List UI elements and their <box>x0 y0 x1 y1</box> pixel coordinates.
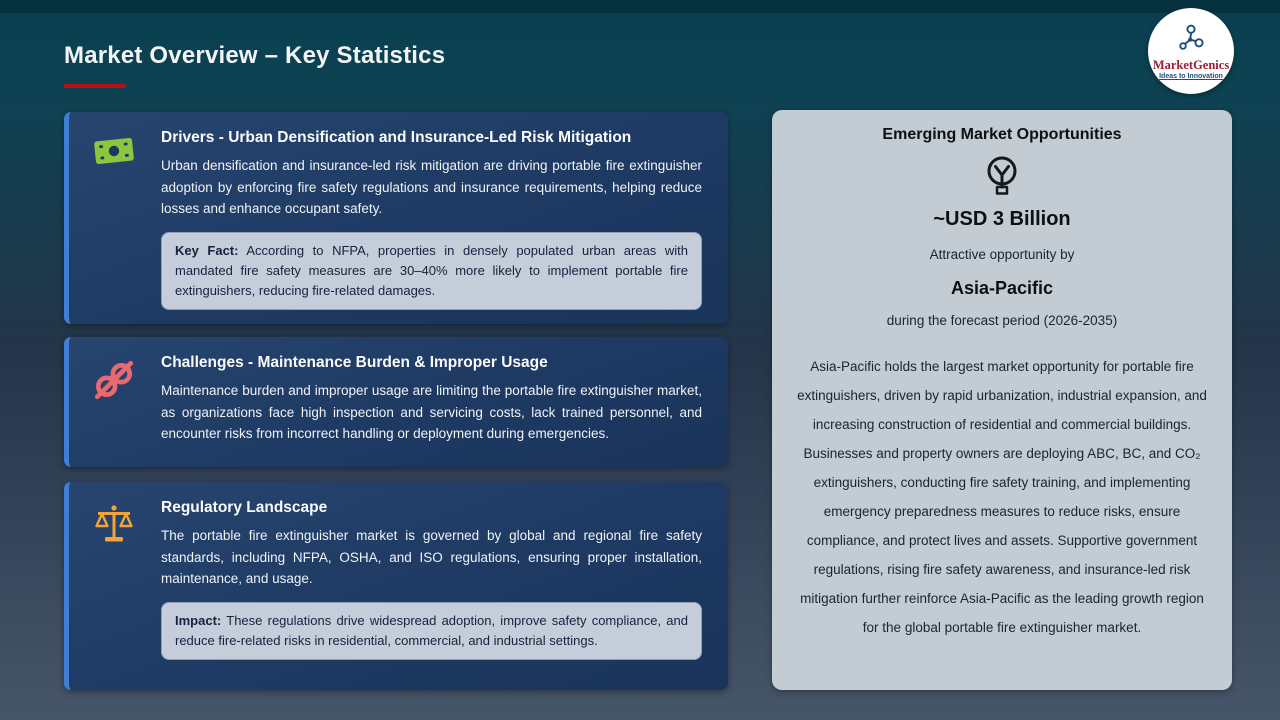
drivers-card-body: Urban densification and insurance-led risk mitigation are driving portable fire extinguisher adoption by enforcing fire safety regulations and insurance requirements, helping reduce losses and enhance occupant safety. <box>161 158 702 217</box>
money-icon <box>89 128 139 310</box>
impact-label: Impact: <box>175 612 222 628</box>
logo-name: MarketGenics <box>1152 58 1230 73</box>
opportunity-panel-title: Emerging Market Opportunities <box>882 126 1122 143</box>
scales-icon <box>89 498 139 660</box>
lightbulb-icon <box>796 154 1208 206</box>
logo-tagline: Ideas to Innovation <box>1159 72 1223 80</box>
broken-link-icon <box>89 353 139 445</box>
page-title: Market Overview – Key Statistics <box>64 42 446 69</box>
molecule-icon <box>1174 22 1208 59</box>
marketgenics-logo <box>1148 8 1234 94</box>
opportunity-subtitle: Attractive opportunity by <box>929 247 1075 262</box>
key-fact-callout <box>161 232 702 310</box>
key-fact-label: Key Fact: <box>175 242 239 258</box>
title-underline <box>64 84 126 88</box>
impact-callout <box>161 602 702 660</box>
top-accent-bar <box>0 0 1280 13</box>
opportunity-panel <box>772 110 1232 690</box>
challenges-card <box>64 337 728 467</box>
impact-text: These regulations drive widespread adoption, improve safety compliance, and reduce fire-related risks in residential, commercial, and industrial settings. <box>175 612 688 648</box>
regulatory-card-title: Regulatory Landscape <box>161 499 328 516</box>
challenges-card-body: Maintenance burden and improper usage are limiting the portable fire extinguisher market, as organizations face high inspection and servicing costs, lack trained personnel, and encounter risks from incorrect handling or deployment during emergencies. <box>161 383 702 442</box>
drivers-card-title: Drivers - Urban Densification and Insurance-Led Risk Mitigation <box>161 129 632 146</box>
opportunity-period: during the forecast period (2026-2035) <box>886 313 1118 328</box>
regulatory-card-body: The portable fire extinguisher market is governed by global and regional fire safety standards, including NFPA, OSHA, and ISO regulations, ensuring proper installation, maintenance, and usage. <box>161 528 702 587</box>
opportunity-value: ~USD 3 Billion <box>933 208 1071 230</box>
opportunity-description: Asia-Pacific holds the largest market opportunity for portable fire extinguishers, driven by rapid urbanization, industrial expansion, and increasing construction of residential and commercial buildings. Businesses and property owners are deploying ABC, BC, and CO₂ extinguishers, conducting fire safety training, and implementing emergency preparedness measures to reduce risks, ensure compliance, and protect lives and assets. Supportive government regulations, rising fire safety awareness, and insurance-led risk mitigation further reinforce Asia-Pacific as the leading growth region for the global portable fire extinguisher market. <box>797 359 1207 636</box>
opportunity-region: Asia-Pacific <box>950 278 1054 298</box>
regulatory-card <box>64 482 728 690</box>
challenges-card-title: Challenges - Maintenance Burden & Improper Usage <box>161 354 548 371</box>
key-fact-text: According to NFPA, properties in densely populated urban areas with mandated fire safety measures are 30–40% more likely to implement portable fire extinguishers, reducing fire-related damages. <box>175 242 688 299</box>
drivers-card <box>64 112 728 324</box>
